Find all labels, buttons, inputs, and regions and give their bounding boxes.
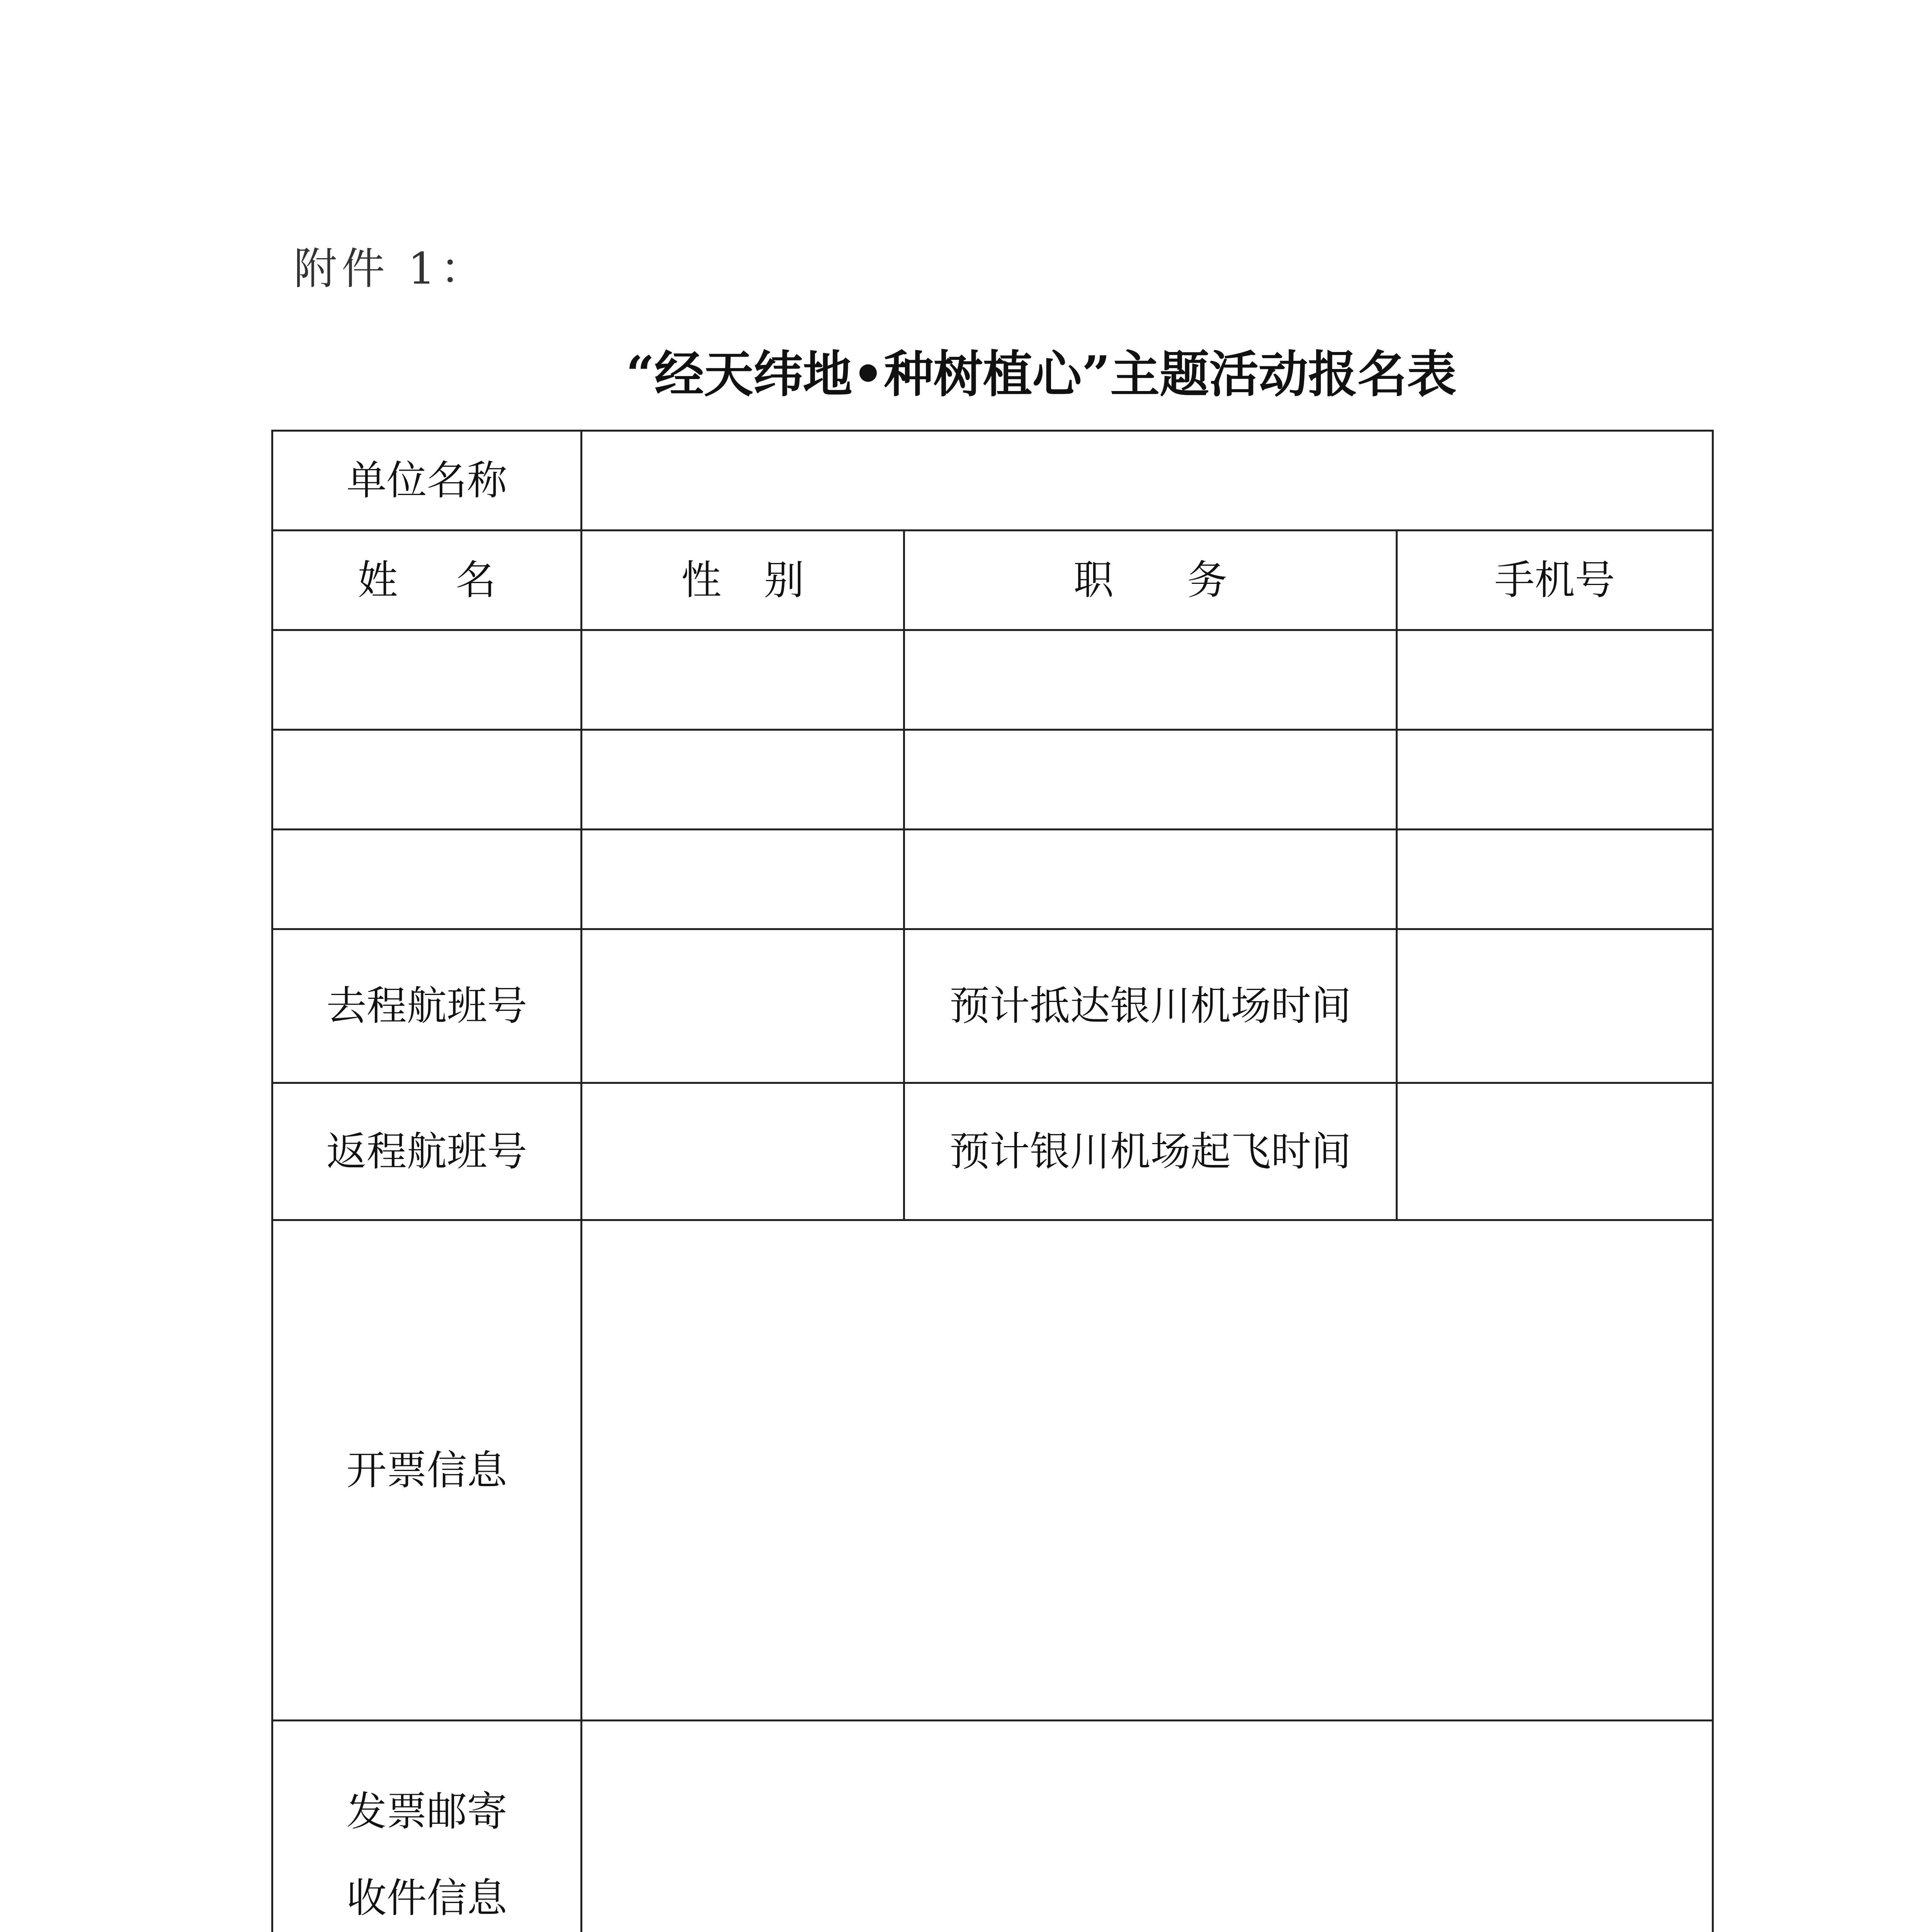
participant-phone-cell[interactable] [1397,730,1713,830]
departure-flight-label: 去程航班号 [272,929,582,1083]
participant-position-cell[interactable] [904,730,1397,830]
participant-name-cell[interactable] [272,730,582,830]
mailing-info-value-cell[interactable] [582,1721,1713,1932]
unit-name-value-cell[interactable] [582,431,1713,531]
participant-row [272,830,1713,929]
invoice-info-value-cell[interactable] [582,1220,1713,1721]
mailing-info-row [272,1721,1713,1932]
mailing-label-line2: 收件信息 [346,1874,507,1922]
participant-row [272,630,1713,730]
participant-phone-cell[interactable] [1397,830,1713,929]
participant-row [272,730,1713,830]
participant-position-cell[interactable] [904,830,1397,929]
mailing-info-label [272,1721,582,1932]
arrival-time-value-cell[interactable] [1397,929,1713,1083]
return-flight-row [272,1083,1713,1220]
departure-flight-value-cell[interactable] [582,929,904,1083]
column-header-row [272,531,1713,630]
mailing-label-line1: 发票邮寄 [346,1788,507,1835]
unit-name-label: 单位名称 [272,431,582,531]
departure-flight-row [272,929,1713,1083]
participant-gender-cell[interactable] [582,730,904,830]
invoice-info-row [272,1220,1713,1721]
registration-form-table [271,430,1714,1932]
departure-time-label: 预计银川机场起飞时间 [904,1083,1397,1220]
form-title: “经天纬地•种树植心”主题活动报名表 [626,345,1457,403]
unit-name-row [272,431,1713,531]
attachment-label: 附件 1： [294,244,488,294]
return-flight-label: 返程航班号 [272,1083,582,1220]
participant-name-cell[interactable] [272,830,582,929]
column-header-phone: 手机号 [1397,531,1713,630]
column-header-gender: 性 别 [582,531,904,630]
participant-gender-cell[interactable] [582,630,904,730]
departure-time-value-cell[interactable] [1397,1083,1713,1220]
column-header-name: 姓 名 [272,531,582,630]
invoice-info-label: 开票信息 [272,1220,582,1721]
participant-position-cell[interactable] [904,630,1397,730]
column-header-position: 职 务 [904,531,1397,630]
arrival-time-label: 预计抵达银川机场时间 [904,929,1397,1083]
participant-name-cell[interactable] [272,630,582,730]
participant-gender-cell[interactable] [582,830,904,929]
participant-phone-cell[interactable] [1397,630,1713,730]
return-flight-value-cell[interactable] [582,1083,904,1220]
